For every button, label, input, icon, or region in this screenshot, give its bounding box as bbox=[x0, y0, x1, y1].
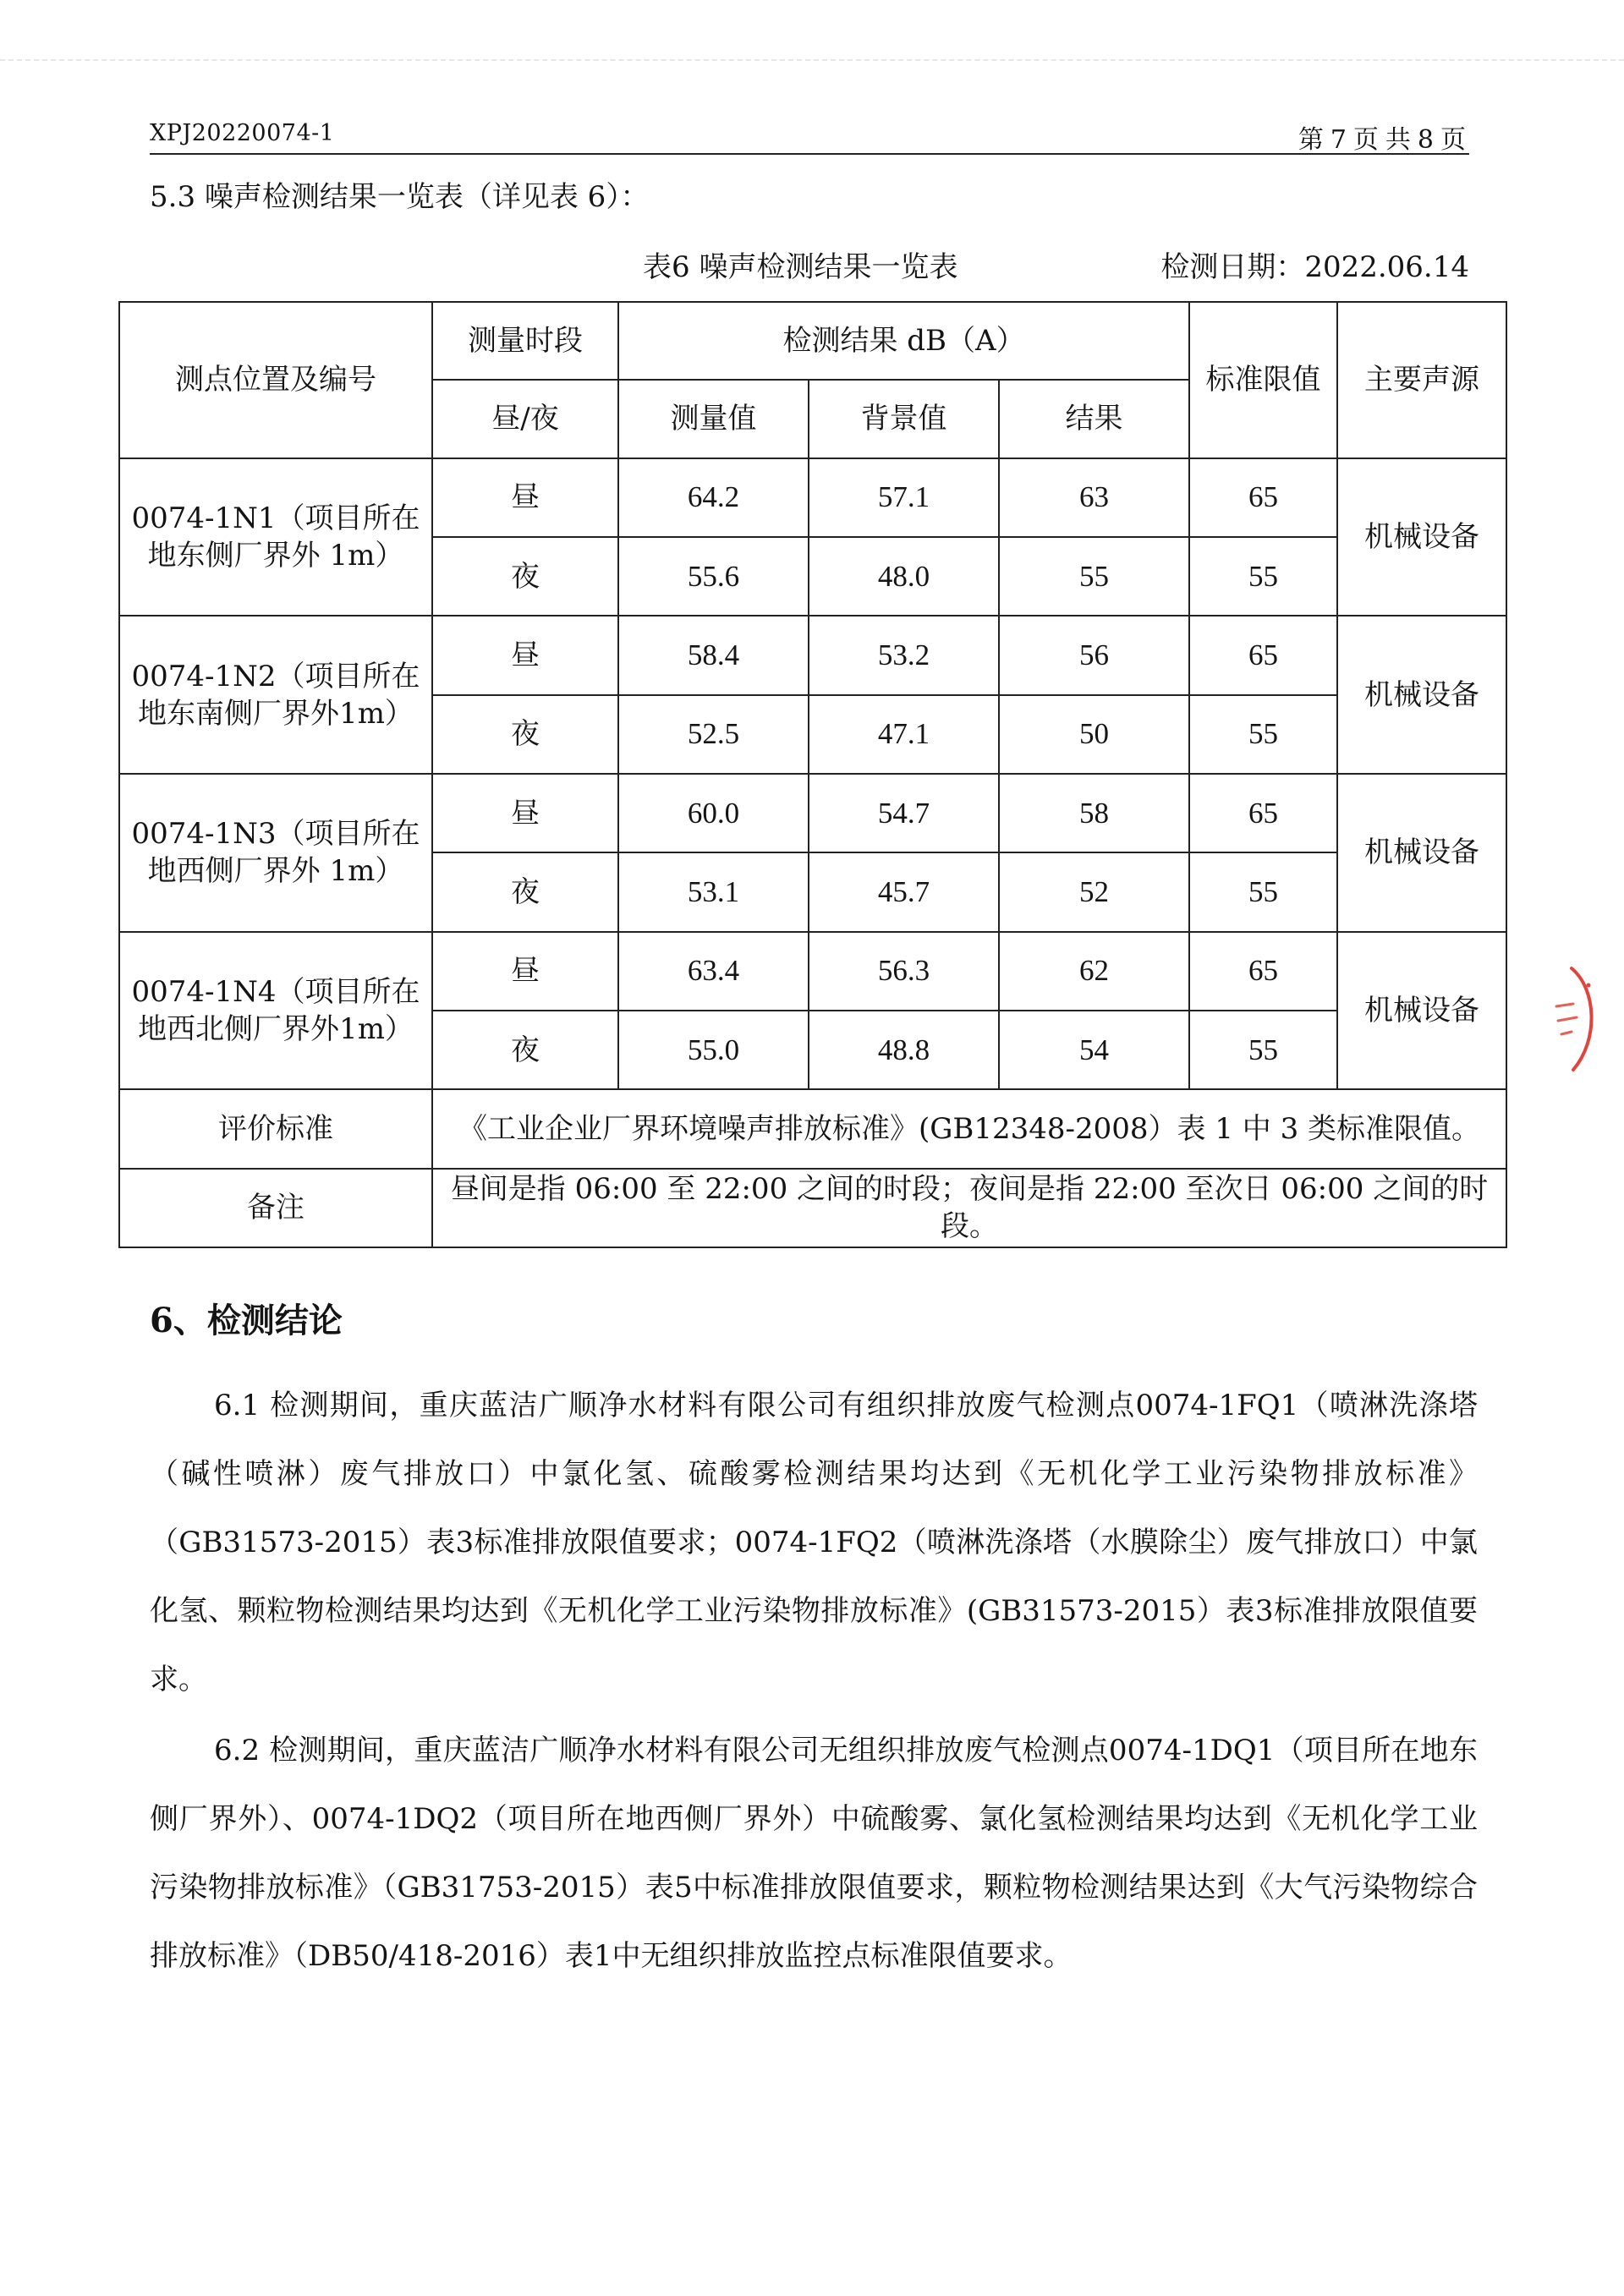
seal-stamp-fragment bbox=[1538, 960, 1605, 1078]
result-cell: 56 bbox=[999, 616, 1189, 694]
scan-fold-line bbox=[0, 59, 1624, 61]
measured-cell: 55.0 bbox=[618, 1011, 809, 1089]
header-measured: 测量值 bbox=[618, 380, 809, 458]
background-cell: 47.1 bbox=[809, 695, 999, 774]
header-source: 主要声源 bbox=[1337, 302, 1506, 458]
measured-cell: 64.2 bbox=[618, 458, 809, 537]
limit-cell: 65 bbox=[1189, 774, 1337, 852]
table-row bbox=[119, 932, 1506, 1011]
result-cell: 52 bbox=[999, 852, 1189, 931]
limit-cell: 65 bbox=[1189, 458, 1337, 537]
measured-cell: 60.0 bbox=[618, 774, 809, 852]
background-cell: 56.3 bbox=[809, 932, 999, 1011]
limit-cell: 65 bbox=[1189, 932, 1337, 1011]
measured-cell: 58.4 bbox=[618, 616, 809, 694]
result-cell: 55 bbox=[999, 537, 1189, 616]
noise-result-table bbox=[118, 301, 1507, 1248]
table-caption: 表6 噪声检测结果一览表 bbox=[643, 250, 958, 284]
result-cell: 50 bbox=[999, 695, 1189, 774]
section-title: 5.3 噪声检测结果一览表（详见表 6）： bbox=[150, 180, 650, 214]
measured-cell: 53.1 bbox=[618, 852, 809, 931]
header-result-group: 检测结果 dB（A） bbox=[618, 302, 1189, 380]
result-cell: 62 bbox=[999, 932, 1189, 1011]
period-cell: 夜 bbox=[432, 1011, 618, 1089]
source-cell: 机械设备 bbox=[1337, 616, 1506, 774]
background-cell: 54.7 bbox=[809, 774, 999, 852]
remark-label: 备注 bbox=[119, 1169, 432, 1247]
result-cell: 63 bbox=[999, 458, 1189, 537]
header-period-sub: 昼/夜 bbox=[432, 380, 618, 458]
background-cell: 45.7 bbox=[809, 852, 999, 931]
remark-text: 昼间是指 06:00 至 22:00 之间的时段；夜间是指 22:00 至次日 06:00 之间的时段。 bbox=[432, 1169, 1506, 1247]
background-cell: 57.1 bbox=[809, 458, 999, 537]
header-background: 背景值 bbox=[809, 380, 999, 458]
period-cell: 夜 bbox=[432, 852, 618, 931]
standard-label: 评价标准 bbox=[119, 1089, 432, 1168]
result-cell: 58 bbox=[999, 774, 1189, 852]
conclusion-paragraph-1: 6.1 检测期间，重庆蓝洁广顺净水材料有限公司有组织排放废气检测点0074-1FQ1（喷淋洗涤塔（碱性喷淋）废气排放口）中氯化氢、硫酸雾检测结果均达到《无机化学工业污染物排放标准》（GB31573-2015）表3标准排放限值要求；0074-1FQ2（喷淋洗涤塔（水膜除尘）废气排放口）中氯化氢、颗粒物检测结果均达到《无机化学工业污染物排放标准》(GB31573-2015）表3标准排放限值要求。 bbox=[150, 1389, 1478, 1696]
background-cell: 48.0 bbox=[809, 537, 999, 616]
limit-cell: 65 bbox=[1189, 616, 1337, 694]
background-cell: 53.2 bbox=[809, 616, 999, 694]
period-cell: 昼 bbox=[432, 932, 618, 1011]
location-cell: 0074-1N2（项目所在地东南侧厂界外1m） bbox=[119, 616, 432, 774]
source-cell: 机械设备 bbox=[1337, 458, 1506, 616]
location-cell: 0074-1N3（项目所在地西侧厂界外 1m） bbox=[119, 774, 432, 932]
period-cell: 昼 bbox=[432, 774, 618, 852]
header-result: 结果 bbox=[999, 380, 1189, 458]
header-period: 测量时段 bbox=[432, 302, 618, 380]
result-cell: 54 bbox=[999, 1011, 1189, 1089]
period-cell: 夜 bbox=[432, 537, 618, 616]
limit-cell: 55 bbox=[1189, 695, 1337, 774]
limit-cell: 55 bbox=[1189, 852, 1337, 931]
limit-cell: 55 bbox=[1189, 537, 1337, 616]
document-id: XPJ20220074-1 bbox=[150, 120, 335, 146]
header-limit: 标准限值 bbox=[1189, 302, 1337, 458]
test-date: 检测日期：2022.06.14 bbox=[1160, 250, 1469, 284]
period-cell: 夜 bbox=[432, 695, 618, 774]
table-row bbox=[119, 616, 1506, 694]
header-rule bbox=[150, 153, 1469, 155]
source-cell: 机械设备 bbox=[1337, 774, 1506, 932]
measured-cell: 63.4 bbox=[618, 932, 809, 1011]
standard-text: 《工业企业厂界环境噪声排放标准》(GB12348-2008）表 1 中 3 类标准限值。 bbox=[432, 1089, 1506, 1168]
source-cell: 机械设备 bbox=[1337, 932, 1506, 1090]
table-row bbox=[119, 458, 1506, 537]
limit-cell: 55 bbox=[1189, 1011, 1337, 1089]
period-cell: 昼 bbox=[432, 616, 618, 694]
header-location: 测点位置及编号 bbox=[119, 302, 432, 458]
period-cell: 昼 bbox=[432, 458, 618, 537]
table-row bbox=[119, 774, 1506, 852]
measured-cell: 52.5 bbox=[618, 695, 809, 774]
conclusion-heading: 6、检测结论 bbox=[150, 1301, 343, 1340]
location-cell: 0074-1N4（项目所在地西北侧厂界外1m） bbox=[119, 932, 432, 1090]
conclusion-paragraph-2: 6.2 检测期间，重庆蓝洁广顺净水材料有限公司无组织排放废气检测点0074-1DQ1（项目所在地东侧厂界外）、0074-1DQ2（项目所在地西侧厂界外）中硫酸雾、氯化氢检测结果均达到《无机化学工业污染物排放标准》（GB31753-2015）表5中标准排放限值要求，颗粒物检测结果达到《大气污染物综合排放标准》（DB50/418-2016）表1中无组织排放监控点标准限值要求。 bbox=[150, 1734, 1478, 1973]
location-cell: 0074-1N1（项目所在地东侧厂界外 1m） bbox=[119, 458, 432, 616]
measured-cell: 55.6 bbox=[618, 537, 809, 616]
page-indicator: 第 7 页 共 8 页 bbox=[1298, 125, 1466, 155]
background-cell: 48.8 bbox=[809, 1011, 999, 1089]
